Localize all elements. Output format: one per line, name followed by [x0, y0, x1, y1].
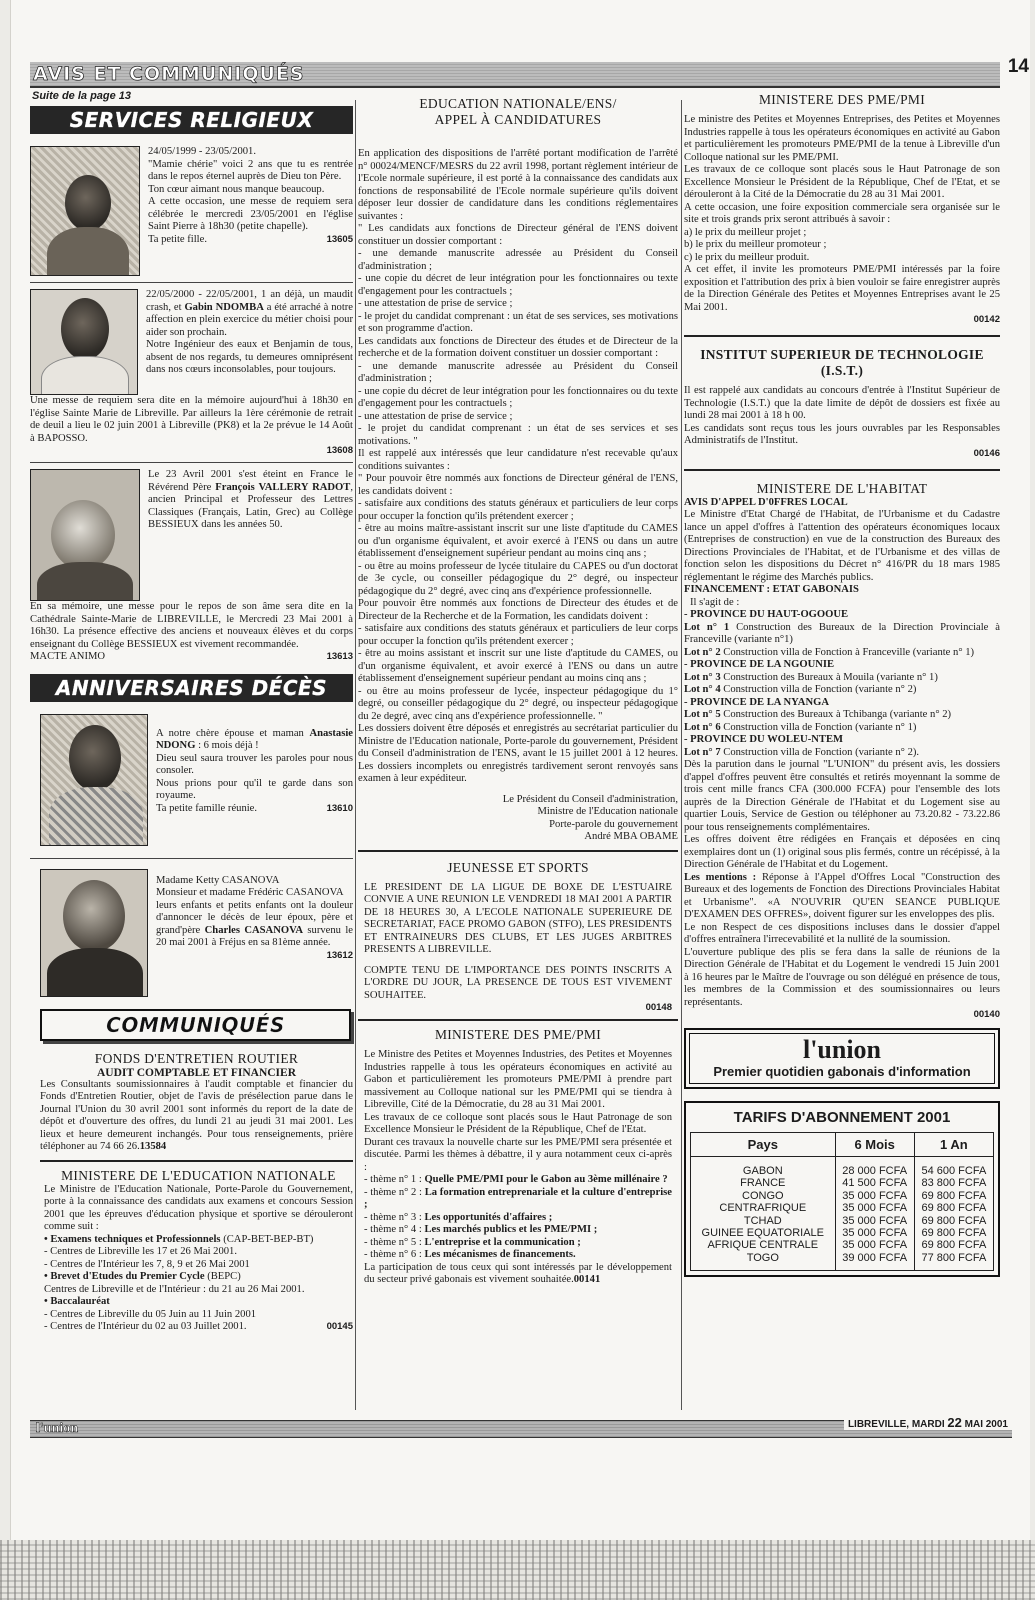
notice-item: - une demande manuscrite adressée au Président du Conseil d'administration ;: [358, 248, 678, 272]
notice-item: b) le prix du meilleur promoteur ;: [684, 239, 827, 250]
anniversaires-deces-banner: ANNIVERSAIRES DÉCÈS: [30, 674, 353, 702]
reference-number: 00142: [973, 314, 1000, 325]
ens-appel-candidatures: [358, 96, 678, 844]
communiques-banner: COMMUNIQUÉS: [40, 1009, 351, 1041]
column-left: [30, 102, 353, 1334]
notice-item: - le projet du candidat comprenant : un état de ses services et ses motivations. ": [358, 423, 678, 447]
announcement-text: Monsieur et madame Frédéric CASANOVA: [156, 887, 344, 898]
notice-title: MINISTERE DES PME/PMI: [758, 92, 926, 107]
continued-note: Suite de la page 13: [32, 90, 132, 102]
notice-item: - être au moins maître-assistant inscrit sur une liste d'aptitude du CAMES ou d'un organisme équivalent, et avoir exercé à l'ENS ou dans un autre établissement d'enseignement supérieur pendant au moins cinq ans ;: [358, 523, 678, 559]
notice-item: - ou être au moins professeur de lycée titulaire du CAPES ou d'un doctorat de 3e cycle, ou conseiller pédagogique du 2° degré, ou inspecteur pédagogique du 2° degré, avec cinq ans d'expérience professionnelle.: [358, 560, 678, 597]
portrait-photo: [40, 869, 148, 997]
table-row: CENTRAFRIQUE 35 000 FCFA 69 800 FCFA: [691, 1202, 994, 1214]
notice-item: - être au moins assistant et inscrit sur une liste d'aptitude du CAMES, ou d'un organisme équivalent, et avoir exercé à l'ENS ou dans un autre établissement d'enseignement supérieur pendant au moins cinq ans ;: [358, 648, 678, 684]
province-heading: - PROVINCE DE LA NGOUNIE: [684, 659, 835, 670]
table-row: AFRIQUE CENTRALE 35 000 FCFA 69 800 FCFA: [691, 1239, 994, 1251]
lot-item: Lot n° 5 Construction des Bureaux à Tchibanga (variante n° 2): [684, 709, 952, 720]
reference-number: 13610: [326, 802, 353, 814]
notice-item: a) le prix du meilleur projet ;: [684, 226, 807, 238]
notice-item: - ou être au moins professeur de lycée, inspecteur pédagogique du 1° degré, ou conseiller pédagogique du 2° degré, ou inspecteur pédagogique du 2e degré, avec cinq ans d'expérience professionnelle. ": [358, 685, 678, 722]
reference-number: 13613: [326, 651, 353, 662]
notice-item: - Centres de Libreville les 17 et 26 Mai 2001.: [44, 1246, 237, 1257]
announcement-text: En sa mémoire, une messe pour le repos de son âme sera dite en la Cathédrale Sainte-Marie de LIBREVILLE, le Mercredi 23 Mai 2001 à 16h30. La présence effective des anciens et nouveaux élèves et du corps enseignant du Collège BESSIEUX est vivement recommandée.: [30, 601, 353, 650]
notice-item: - une copie du décret de leur intégration pour les fonctionnaires ou du texte d'engagement pour les contractuels ;: [358, 385, 678, 409]
subscription-table: [690, 1132, 994, 1271]
union-tagline: Premier quotidien gabonais d'information: [713, 1064, 971, 1079]
notice-body: COMPTE TENU DE L'IMPORTANCE DES POINTS INSCRITS A L'ORDRE DU JOUR, LA PRESENCE DE TOUS EST VIVEMENT SOUHAITEE.: [364, 964, 672, 1001]
theme-item: - thème n° 2 : La formation entreprenariale et la culture d'entreprise ;: [364, 1186, 672, 1210]
table-header: 6 Mois: [835, 1133, 914, 1157]
notice-body: " Pour pouvoir être nommés aux fonctions de Directeur général de l'ENS, les candidats doivent :: [358, 473, 678, 497]
announcement-1: [30, 146, 353, 276]
notice-title: JEUNESSE ET SPORTS: [447, 859, 589, 875]
page-footer: [30, 1415, 1012, 1438]
notice-body: A cet effet, il invite les promoteurs PME/PMI intéressés par la foire exposition et l'attribution des prix à bien vouloir se faire enregistrer auprès de la Direction Générale des Petites et Moyennes Entreprises avant le 25 Mai 2001.: [684, 264, 1000, 313]
province-heading: - PROVINCE DU HAUT-OGOOUE: [684, 609, 849, 620]
table-row: GUINEE EQUATORIALE 35 000 FCFA 69 800 FCFA: [691, 1227, 994, 1239]
theme-item: - thème n° 6 : Les mécanismes de financements.: [364, 1249, 576, 1260]
notice-title: FONDS D'ENTRETIEN ROUTIER: [94, 1050, 299, 1066]
union-logo: l'union: [802, 1035, 882, 1064]
notice-body: L'ouverture publique des plis se fera dans la salle de réunions de la Direction Générale de l'Habitat et du Logement le vendredi 15 Juin 2001 à 16 heures par le Maître de l'ouvrage ou son délégué en présence de tous, les membres de la Commission et des soumissionnaires ou leurs représentants.: [684, 946, 1000, 1008]
notice-body: Dès la parution dans le journal "L'UNION" du présent avis, les dossiers d'appel d'offres peuvent être consultés et retirés moyennant la somme de trois cent mille francs CFA (300.000 FCFA) pour l'ensemble des lots auprès de la Direction Générale de l'Habitat et du Logement sise au quartier Louis, Service de Gestion ou téléphoner au 73.20.82 - 73.22.86 pour tous renseignements complémentaires.: [684, 759, 1000, 833]
announcement-text: Notre Ingénieur des eaux et Benjamin de tous, absent de nos regards, tu demeures omniprésent dans nos cœurs inconsolables, pour toujours.: [146, 339, 353, 375]
notice-body: Les Consultants soumissionnaires à l'audit comptable et financier du Fonds d'Entretien Routier, objet de l'avis de présélection parue dans le Journal l'Union du 30 avril 2001 sont informés du report de la date de dépôt et d'ouverture des offres, du lundi 21 au jeudi 31 mai 2001. Les lieux et heure demeurent inchangés. Pour tous renseignements, prière téléphoner au 74 66 26.13584: [40, 1078, 353, 1152]
notice-body: Le Ministre des Petites et Moyennes Industries, des Petites et Moyennes Industries rappelle à tous les opérateurs économiques en activité au Gabon et particulièrement les promoteurs PME/PMI à prendre part massivement au Colloque national sur les PME/PMI qui se tiendra à Libreville, Cité de la Démocratie, du 28 au 31 Mai 2001.: [364, 1049, 672, 1110]
table-row: GABON 28 000 FCFA 54 600 FCFA: [691, 1157, 994, 1178]
ministere-pme-pmi-foire: [684, 92, 1000, 325]
notice-item: - satisfaire aux conditions des statuts généraux et particuliers de leur corps pour occuper la fonction qu'ils prétendent exercer ;: [358, 623, 678, 647]
column-right: [684, 92, 1000, 1277]
reference-number: 13608: [326, 445, 353, 456]
notice-item: - Centres de Libreville du 05 Juin au 11 Juin 2001: [44, 1308, 257, 1320]
footer-dateline: LIBREVILLE, MARDI 22 MAI 2001: [844, 1415, 1012, 1430]
notice-body: Les candidats sont reçus tous les jours ouvrables par les Responsables Administratifs de l'Institut.: [684, 422, 1000, 446]
portrait-photo: [30, 289, 138, 395]
notice-body: Le ministre des Petites et Moyennes Entreprises, des Petites et Moyennes Industries rappelle à tous les opérateurs économiques en activité au Gabon et particulièrement les promoteurs PME/PMI de la tenue à Libreville d'un Colloque national sur les PME/PMI.: [684, 114, 1000, 163]
announcement-text: 22/05/2000 - 22/05/2001, 1 an déjà, un maudit crash, et Gabin NDOMBA a été arraché à notre affection en plein exercice du métier choisi pour aider son prochain.: [146, 289, 354, 338]
notice-item: - une copie du décret de leur intégration pour les fonctionnaires ou texte d'engagement pour les contractuels ;: [358, 273, 678, 297]
notice-body: Il est rappelé aux candidats au concours d'entrée à l'Institut Supérieur de Technologie (I.S.T.) que la date limite de dépôt de dossiers est fixée au lundi 28 mai 2001 à 18 h 00.: [684, 385, 1000, 421]
subscription-title: TARIFS D'ABONNEMENT 2001: [733, 1109, 951, 1126]
announcement-3: [30, 469, 353, 664]
signature-block: Le Président du Conseil d'administration, Ministre de l'Education nationale Porte-parole du gouvernement André MBA OBAME: [502, 793, 678, 842]
province-heading: - PROVINCE DE LA NYANGA: [684, 696, 829, 708]
announcement-text: A cette occasion, une messe de requiem sera célébrée le mercredi 23/05/2001 en l'église Saint Pierre à 18h30 (petite chapelle).: [148, 196, 353, 232]
table-row: CONGO 35 000 FCFA 69 800 FCFA: [691, 1190, 994, 1202]
notice-body: Le Ministre d'Etat Chargé de l'Habitat, de l'Urbanisme et du Cadastre lance un appel d'offres à l'attention des opérateurs économiques locaux (Entreprises de construction) en vue de la construction des Bureaux des Directions Provinciales de l'Habitat, et de l'Urbanisme et des villas de fonction selon les dispositions du Décret n° 416/PR du 18 mars 1985 réglementant le régime des Marchés publics.: [684, 509, 1000, 583]
announcement-dates: 24/05/1999 - 23/05/2001.: [148, 146, 256, 157]
notice-body: " Les candidats aux fonctions de Directeur général de l'ENS doivent constituer un dossier comportant :: [358, 223, 678, 247]
notice-item: - le projet du candidat comprenant : un état de ses services, ses motivations et son programme d'action.: [358, 310, 678, 334]
notice-title: APPEL À CANDIDATURES: [434, 112, 602, 127]
portrait-photo: [30, 146, 140, 276]
announcement-2: [30, 289, 353, 456]
notice-body: Les travaux de ce colloque sont placés sous le Haut Patronage de son Excellence Monsieur le Président de la République, Chef de l'Etat.: [364, 1111, 672, 1135]
notice-body: Les candidats aux fonctions de Directeur des études et de Directeur de la recherche et de la formation doivent constituer un dossier comportant :: [358, 335, 678, 359]
theme-item: - thème n° 4 : Les marchés publics et les PME/PMI ;: [364, 1224, 598, 1235]
ministere-education-nationale: [30, 1168, 353, 1334]
announcement-text: Une messe de requiem sera dite en la mémoire aujourd'hui à 18h30 en l'église Sainte Marie de Libreville. Par ailleurs la 1ère cérémonie de retrait de deuil a lieu le 02 juin 2001 à Libreville (PK8) et la 2e prévue le 14 Août à BAPOSSO.: [30, 395, 353, 444]
notice-body: LE PRESIDENT DE LA LIGUE DE BOXE DE L'ESTUAIRE CONVIE A UNE REUNION LE VENDREDI 18 MAI 2001 A PARTIR DE 18 HEURES 30, A L'ECOLE NATIONALE SUPERIEURE DE SECRETARIAT, FACE PROMO GABON (STFO), LES PRESIDENTS ET ENTRAINEURS DES CLUBS, ET LES JUGES ARBITRES PRESENTS A LIBREVILLE.: [364, 881, 672, 955]
table-row: TOGO 39 000 FCFA 77 800 FCFA: [691, 1252, 994, 1271]
table-row: TCHAD 35 000 FCFA 69 800 FCFA: [691, 1215, 994, 1227]
notice-item: • Examens techniques et Professionnels (CAP-BET-BEP-BT): [44, 1233, 314, 1245]
column-rule: [681, 100, 682, 1410]
notice-body: Les offres doivent être rédigées en Français et déposées en cinq exemplaires dont un (1) original sous plis fermés, contre un récépissé, à la Direction Générale de l'Habitat et du Logement.: [684, 834, 1000, 870]
notice-subtitle: FINANCEMENT : ETAT GABONAIS: [684, 584, 859, 595]
announcement-signature: Ta petite fille.: [148, 233, 207, 245]
notice-title: MINISTERE DES PME/PMI: [434, 1027, 602, 1042]
column-rule: [355, 100, 356, 1410]
section-rubric: [30, 62, 1000, 88]
notice-item: c) le prix du meilleur produit.: [684, 251, 810, 263]
lot-item: Lot n° 2 Construction villa de Fonction à Franceville (variante n° 1): [684, 646, 975, 658]
notice-item: - satisfaire aux conditions des statuts généraux et particuliers de leur corps pour occuper la fonction qu'ils prétendent exercer ;: [358, 498, 678, 522]
page-number: 14: [1007, 56, 1029, 77]
announcement-text: Madame Ketty CASANOVA: [156, 874, 280, 886]
reference-number: 00140: [973, 1009, 1000, 1020]
notice-body: Durant ces travaux la nouvelle charte sur les PME/PMI sera présentée et discutée. Parmi les thèmes à débattre, il y aura notamment ceux ci-après :: [364, 1136, 672, 1173]
notice-item: • Brevet d'Etudes du Premier Cycle (BEPC): [44, 1271, 241, 1282]
notice-item: • Baccalauréat: [44, 1296, 110, 1307]
notice-item: - Centres de l'Intérieur les 7, 8, 9 et 26 Mai 2001: [44, 1258, 250, 1270]
scan-edge: [0, 1540, 1035, 1600]
table-header: Pays: [691, 1133, 836, 1157]
announcement-text: Nous prions pour qu'il te garde dans son royaume.: [156, 777, 353, 801]
rubric-title: AVIS ET COMMUNIQUÉS: [33, 63, 305, 85]
announcement-text: "Mamie chérie" voici 2 ans que tu es rentrée dans le repos éternel auprès de Dieu ton Père.: [148, 158, 353, 182]
announcement-text: leurs enfants et petits enfants ont la douleur d'annoncer le décès de leur époux, père et grand'père Charles CASANOVA survenu le 20 mai 2001 à Fréjus en sa 81ème année.: [156, 899, 353, 948]
lot-item: Lot n° 6 Construction villa de Fonction (variante n° 1): [684, 721, 917, 733]
notice-body: En application des dispositions de l'arrêté portant modification de l'arrêté n° 00024/MENCF/MESRS du 22 avril 1998, portant règlement intérieur de l'Ecole normale supérieure, il est porté à la connaissance des candidats aux fonctions de responsabilité de l'Ecole normale supérieure qu'ils doivent déposer leur dossier de candidature dans les conditions réglementaires suivantes :: [358, 148, 678, 222]
notice-title: MINISTERE DE L'EDUCATION NATIONALE: [61, 1167, 336, 1183]
notice-item: - une attestation de prise de service ;: [358, 410, 513, 422]
jeunesse-et-sports: [358, 860, 678, 1014]
notice-title: INSTITUT SUPERIEUR DE TECHNOLOGIE (I.S.T.): [700, 347, 984, 378]
announcement-signature: Ta petite famille réunie.: [156, 802, 258, 814]
announcement-text: Ton cœur aimant nous manque beaucoup.: [148, 183, 325, 195]
notice-subtitle: AUDIT COMPTABLE ET FINANCIER: [96, 1066, 297, 1079]
lot-item: Lot n° 4 Construction villa de Fonction (variante n° 2): [684, 684, 917, 695]
notice-item: Centres de Libreville et de l'Intérieur : du 21 au 26 Mai 2001.: [44, 1283, 305, 1295]
notice-item: - une attestation de prise de service ;: [358, 298, 513, 309]
union-masthead-box: [684, 1028, 1000, 1089]
notice-item: - Centres de l'Intérieur du 02 au 03 Juillet 2001.: [44, 1321, 247, 1332]
notice-body: Les dossiers doivent être déposés et enregistrés au secrétariat particulier du Ministre de l'Education nationale, Porte-parole du gouvernement, Président du Conseil d'administration de l'ENS, avant le 15 juillet 2001 à 12 heures. Les dossiers incomplets ou enregistrés tardivement seront renvoyés sans examen à leur expéditeur.: [358, 723, 678, 784]
column-middle: [358, 96, 678, 1287]
reference-number: 00146: [973, 447, 1000, 459]
province-heading: - PROVINCE DU WOLEU-NTEM: [684, 734, 844, 745]
notice-title: EDUCATION NATIONALE/ENS/: [419, 96, 617, 111]
announcement-5: [30, 869, 353, 997]
table-row: FRANCE 41 500 FCFA 83 800 FCFA: [691, 1177, 994, 1189]
notice-body: Il s'agit de :: [690, 596, 740, 608]
table-header: 1 An: [914, 1133, 993, 1157]
reference-number: 13605: [326, 233, 353, 245]
subscription-rates-box: [684, 1101, 1000, 1277]
announcement-signature: MACTE ANIMO: [30, 651, 106, 662]
notice-body: Les mentions : Réponse à l'Appel d'Offres Local "Construction des Bureaux et des logements de Fonction des Directions Provinciales Habitat et Urbanisme". «A N'OUVRIR QU'EN SEANCE PUBLIQUE D'EXAMEN DES OFFRES», doivent figurer sur les enveloppes des plis.: [684, 871, 1000, 920]
notice-body: Le non Respect de ces dispositions incluses dans le dossier d'appel d'offres entraînera l'irrecevabilité et la nullité de la soumission.: [684, 921, 1000, 945]
theme-item: - thème n° 5 : L'entreprise et la communication ;: [364, 1236, 581, 1248]
theme-item: - thème n° 1 : Quelle PME/PMI pour le Gabon au 3ème millénaire ?: [364, 1174, 668, 1185]
notice-body: Pour pouvoir être nommés aux fonctions de Directeur des études et de Directeur de la Recherche et de la Formation, les candidats doivent :: [358, 598, 678, 622]
notice-title: MINISTERE DE L'HABITAT: [756, 480, 928, 496]
lot-item: Lot n° 7 Construction villa de Fonction (variante n° 2).: [684, 746, 920, 758]
institut-superieur-technologie: [684, 347, 1000, 459]
theme-item: - thème n° 3 : Les opportunités d'affaires ;: [364, 1211, 553, 1223]
reference-number: 13612: [326, 949, 353, 961]
ministere-pme-pmi-colloque: [358, 1027, 678, 1287]
notice-body: Les travaux de ce colloque sont placés sous le Haut Patronage de son Excellence Monsieur le Président de la République, Chef de l'Etat, et se dérouleront à la Cité de la Démocratie du 28 au 31 Mai 2001.: [684, 164, 1000, 200]
notice-body: La participation de tous ceux qui sont intéressés par le développement du secteur privé gabonais est vivement souhaitée.00141: [364, 1261, 672, 1285]
ministere-habitat: [684, 481, 1000, 1021]
notice-item: - une demande manuscrite adressée au Président du Conseil d'administration ;: [358, 360, 678, 384]
announcement-text: Dieu seul saura trouver les paroles pour nous consoler.: [156, 752, 353, 776]
reference-number: 00148: [645, 1002, 672, 1013]
announcement-4: [30, 714, 353, 846]
services-religieux-banner: SERVICES RELIGIEUX: [30, 106, 353, 134]
footer-logo: l'union: [36, 1421, 79, 1436]
portrait-photo: [30, 469, 140, 601]
lot-item: Lot n° 1 Construction des Bureaux de la Direction Provinciale à Franceville (variante n°1): [684, 621, 1000, 645]
notice-subtitle: AVIS D'APPEL D'0FFRES LOCAL: [684, 496, 848, 508]
announcement-text: A notre chère épouse et maman Anastasie NDONG : 6 mois déjà !: [156, 727, 353, 751]
notice-body: A cette occasion, une foire exposition commerciale sera organisée sur le site et trois grands prix seront attribués à savoir :: [684, 201, 1000, 225]
notice-body: Il est rappelé aux intéressés que leur candidature n'est recevable qu'aux conditions suivantes :: [358, 448, 678, 472]
reference-number: 00145: [326, 1321, 353, 1332]
announcement-text: Le 23 Avril 2001 s'est éteint en France le Révérend Père François VALLERY RADOT, ancien Principal et Professeur des Lettres Classiques (Français, Latin, Grec) au Collège BESSIEUX dans les années 50.: [148, 469, 353, 530]
notice-body: Le Ministre de l'Education Nationale, Porte-Parole du Gouvernement, porte à la connaissance des candidats aux examens et concours Session 2001 que les épreuves d'éducation physique et sportive se dérouleront comme suit :: [44, 1183, 353, 1232]
lot-item: Lot n° 3 Construction des Bureaux à Mouila (variante n° 1): [684, 671, 938, 683]
fonds-entretien-routier: [30, 1051, 353, 1154]
portrait-photo: [40, 714, 148, 846]
